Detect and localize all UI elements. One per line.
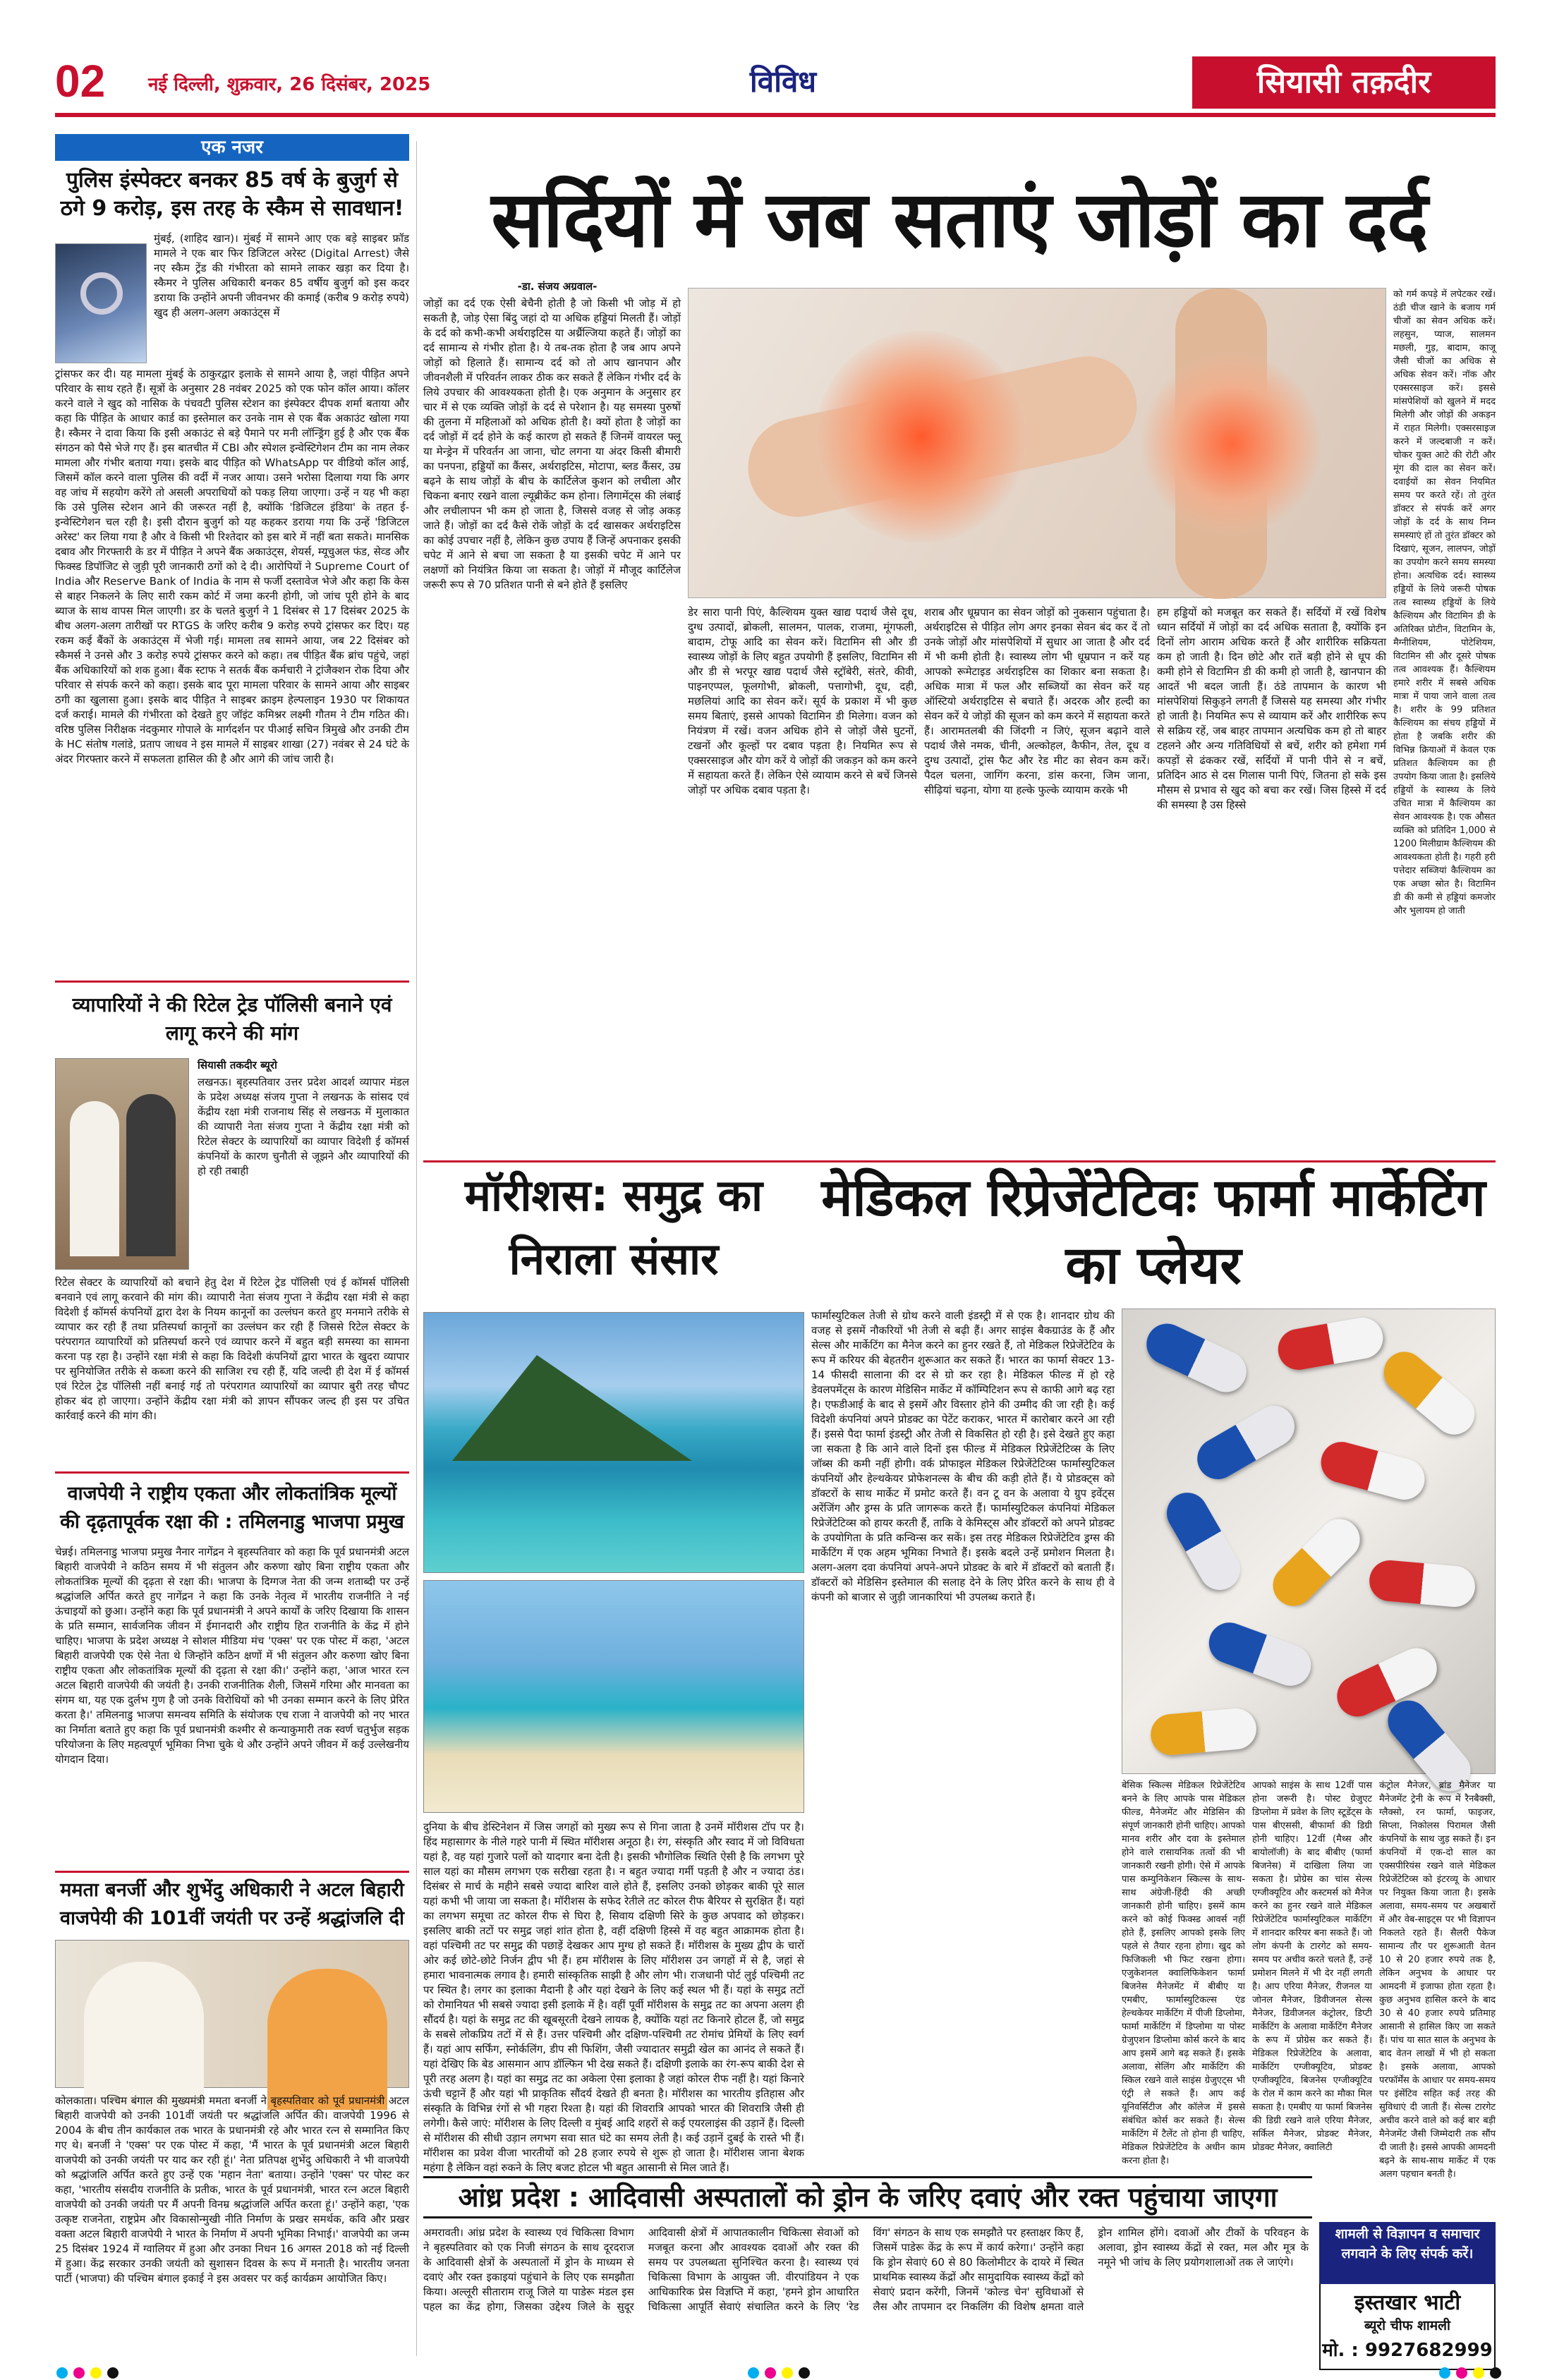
andhra-body: अमरावती। आंध्र प्रदेश के स्वास्थ्य एवं चिकित्सा विभाग ने बृहस्पतिवार को एक निजी संगठन के साथ दूरदराज के आदिवासी क्षेत्रों के अस्पतालों में ड्रोन के माध्यम से दवाएं और रक्त इकाइयां पहुंचाने के लिए एक समझौता किया। अल्लूरी सीताराम राजू जिले या पाडेरू मंडल इस पहल का केंद्र होगा, जिसका उद्देश्य जिले के सुदूर आदिवासी क्षेत्रों में आपातकालीन चिकित्सा सेवाओं को मजबूत करना और आवश्यक दवाओं और रक्त की समय पर उपलब्धता सुनिश्चित करना है। स्वास्थ्य एवं चिकित्सा विभाग के आयुक्त जी. वीरपांडियन ने एक आधिकारिक प्रेस विज्ञप्ति में कहा, 'हमने ड्रोन आधारित चिकित्सा आपूर्ति सेवाएं संचालित करने के लिए 'रेड विंग' संगठन के साथ एक समझौते पर हस्ताक्षर किए हैं, जिसमें पाडेरू केंद्र के रूप में कार्य करेगा।' उन्होंने कहा कि ड्रोन सेवाएं 60 से 80 किलोमीटर के दायरे में स्थित प्राथमिक स्वास्थ्य केंद्रों और सामुदायिक स्वास्थ्य केंद्रों को सेवाएं प्रदान करेंगी, जिनमें 'कोल्ड चेन' सुविधाओं से लैस और तापमान दर निकलिंग की विशेष क्षमता वाले ड्रोन शामिल होंगे। दवाओं और टीकों के परिवहन के अलावा, ड्रोन स्वास्थ्य केंद्रों से रक्त, मल और मूत्र के नमूने भी जांच के लिए प्रयोगशालाओं तक ले जाएंगे। — [423, 2226, 1309, 2313]
divider — [55, 980, 409, 983]
masthead — [0, 0, 1552, 134]
pills-photo — [1122, 1309, 1496, 1774]
advert-phone: मो. : 9927682999 — [1322, 2340, 1493, 2361]
story3-body: चेन्नई। तमिलनाडु भाजपा प्रमुख नैनार नागेंद्रन ने बृहस्पतिवार को कहा कि पूर्व प्रधानमंत्री अटल बिहारी वाजपेयी ने कठिन समय में भी संतुलन और करुणा खोए बिना राष्ट्रीय एकता और लोकतांत्रिक मूल्यों की दृढ़ता से रक्षा की। भाजपा के दिग्गज नेता की जन्म शताब्दी पर उन्हें श्रद्धांजलि अर्पित करते हुए नागेंद्रन ने कहा कि उनके नेतृत्व में भारतीय राजनीति ने नई ऊंचाइयों को छुआ। उन्होंने कहा कि पूर्व प्रधानमंत्री ने अपने कार्यों के जरिए दिखाया कि शासन के प्रति सम्मान, सार्वजनिक जीवन में ईमानदारी और राष्ट्रीय हित राजनीति के केंद्र में होने चाहिए। भाजपा के प्रदेश अध्यक्ष ने सोशल मीडिया मंच 'एक्स' पर एक पोस्ट में कहा, 'अटल बिहारी वाजपेयी एक ऐसे नेता थे जिन्होंने कठिन क्षणों में भी संतुलन और करुणा खोए बिना राष्ट्रीय एकता और लोकतांत्रिक मूल्यों की दृढ़ता से रक्षा की।' उन्होंने कहा, 'आज भारत रत्न अटल बिहारी वाजपेयी की जयंती है। उनकी राजनीतिक शैली, जिसमें गरिमा और मानवता का संगम था, यह एक दुर्लभ गुण है जो उनके विरोधियों को भी उनका सम्मान करने के लिए प्रेरित करता है।' तमिलनाडु भाजपा समन्वय समिति के संयोजक एच राजा ने वाजपेयी को नए भारत का निर्माता बताते हुए कहा कि पूर्व प्रधानमंत्री कश्मीर से कन्याकुमारी तक स्वर्ण चतुर्भुज सड़क परियोजना के लिए महत्वपूर्ण भूमिका निभा चुके थे और उन्होंने अपने जीवन में कई उल्लेखनीय योगदान दिया। — [55, 1546, 409, 1766]
feature-col-2: डेर सारा पानी पिएं, कैल्शियम युक्त खाद्य पदार्थ जैसे दूध, दुग्ध उत्पादों, ब्रोकली, सालमन, पालक, राजमा, मूंगफली, बादाम, टोफू आदि का सेवन करें। विटामिन सी और डी स्वास्थ्य जोड़ों के लिए बहुत उपयोगी हैं इसलिए, विटामिन सी और डी से भरपूर खाद्य पदार्थ जैसे स्ट्रॉबेरी, संतरे, कीवी, पाइनएप्पल, फूलगोभी, ब्रोकली, पत्तागोभी, दूध, दही, मछलियां आदि का सेवन करें। सूर्य के प्रकाश में भी कुछ समय बिताएं, इससे आपको विटामिन डी मिलेगा। वजन को नियंत्रण में रखें। वजन अधिक होने से जोड़ों जैसे घुटनों, टखनों और कूल्हों पर दबाव पड़ता है। नियमित रूप से एक्सरसाइज और योग करें ये जोड़ों की जकड़न को कम करने में सहायता करते हैं। लेकिन ऐसे व्यायाम करने से बचें जिनसे जोड़ों पर अधिक दबाव पड़ता है। — [688, 606, 917, 796]
divider — [55, 1471, 409, 1474]
medical-col-3: आपको साइंस के साथ 12वीं पास होना जरूरी है। पोस्ट ग्रेजुएट डिप्लोमा में प्रवेश के लिए स्टूडेंट्स के पास बीएससी, बीफार्मा की डिग्री होनी चाहिए। 12वीं (मैथ्स और बायोलॉजी) के बाद बीबीए (फार्मा बिजनेस) में दाखिला लिया जा सकता है। प्रोग्रेस का चांस सेल्स एग्जीक्यूटिव और कस्टमर्स को मैनेज करने का हुनर रखने वाले मेडिकल रिप्रेजेंटेटिव फार्मास्युटिकल मार्केटिंग में शानदार करियर बना सकते हैं। जो लोग कंपनी के टारगेट को समय-समय पर अचीव करते चलते हैं, उन्हें प्रमोशन मिलने में भी देर नहीं लगती है। आप एरिया मैनेजर, रीजनल या जोनल मैनेजर, डिवीजनल सेल्स मैनेजर, डिवीजनल कंट्रोलर, डिप्टी मार्केटिंग के अलावा मार्केटिंग मैनेजर के रूप में प्रोग्रेस कर सकते हैं। मेडिकल रिप्रेजेंटेटिव के अलावा, मार्केटिंग एग्जीक्यूटिव, प्रोडक्ट एग्जीक्यूटिव, बिजनेस एग्जीक्यूटिव के रोल में काम करने का मौका मिल सकता है। एमबीए या फार्मा बिजनेस की डिग्री रखने वाले एरिया मैनेजर, सर्किल मैनेजर, प्रोडक्ट मैनेजर, प्रोडक्ट मैनेजर, क्वालिटी — [1252, 1780, 1372, 2153]
andhra-headline: आंध्र प्रदेश : आदिवासी अस्पतालों को ड्रोन के जरिए दवाएं और रक्त पहुंचाया जाएगा — [423, 2176, 1312, 2218]
story2-byline: सियासी तकदीर ब्यूरो — [198, 1059, 277, 1071]
dateline: नई दिल्ली, शुक्रवार, 26 दिसंबर, 2025 — [148, 74, 431, 95]
story1-intro: मुंबई, (शाहिद खान)। मुंबई में सामने आए एक बड़े साइबर फ्रॉड मामले ने एक बार फिर डिजिटल अरेस्ट (Digital Arrest) जैसे नए स्कैम ट्रेंड की गंभीरता को सामने लाकर खड़ा कर दिया है। स्कैमर ने पुलिस अधिकारी बनकर 85 वर्षीय बुजुर्ग को इस कदर डराया कि उन्होंने अपनी जीवनभर की कमाई (करीब 9 करोड़ रुपये) खुद ही अलग-अलग अकाउंट्स में — [154, 232, 409, 319]
mauritius-island-photo — [423, 1312, 804, 1573]
feature-col-5: को गर्म कपड़े में लपेटकर रखें। ठंडी चीज खाने के बजाय गर्म चीजों का सेवन अधिक करें। लहसुन, प्याज, सालमन मछली, गुड़, बादाम, काजू जैसी चीजों का अधिक से अधिक सेवन करें। नॉक और एक्सरसाइज करें। इससे मांसपेशियों को खुलने में मदद मिलेगी और जोड़ों की अकड़न में राहत मिलेगी। एक्सरसाइज करने में जल्दबाजी न करें। चोकर युक्त आटे की रोटी और मूंग की दाल का सेवन करें। दवाईयों का सेवन नियमित समय पर करते रहें। तो तुरंत डॉक्टर से संपर्क करें अगर जोड़ों के दर्द के साथ निम्न समस्याएं हों तो तुरंत डॉक्टर को दिखाएं, सूजन, लालपन, जोड़ों का उपयोग करने समय समस्या होना। अत्यधिक दर्द। स्वास्थ्य हड्डियों के लिये जरूरी पोषक तत्व स्वास्थ्य हड्डियों के लिये कैल्शियम और विटामिन डी के अतिरिक्त प्रोटीन, विटामिन के, मैग्नीशियम, पोटेशियम, विटामिन सी और दूसरे पोषक तत्व आवश्यक हैं। कैल्शियम हमारे शरीर में सबसे अधिक मात्रा में पाया जाने वाला तत्व है। शरीर के 99 प्रतिशत कैल्शियम का संचय हड्डियों में होता है जबकि शरीर की विभिन्न क्रियाओं में केवल एक प्रतिशत कैल्शियम का ही उपयोग किया जाता है। इसलिये हड्डियों के स्वास्थ्य के लिये उचित मात्रा में कैल्शियम का सेवन आवश्यक है। एक औसत व्यक्ति को प्रतिदिन 1,000 से 1200 मिलीग्राम कैल्शियम की आवश्यकता होती है। गहरी हरी पत्तेदार सब्जियां कैल्शियम का एक अच्छा स्रोत है। विटामिन डी की कमी से हड्डियां कमजोर और भुलायम हो जाती — [1393, 289, 1496, 916]
divider — [55, 1871, 409, 1873]
story4-body: कोलकाता। पश्चिम बंगाल की मुख्यमंत्री ममता बनर्जी ने बृहस्पतिवार को पूर्व प्रधानमंत्री अटल बिहारी वाजपेयी को उनकी 101वीं जयंती पर श्रद्धांजलि अर्पित की। वाजपेयी 1996 से 2004 के बीच तीन कार्यकाल तक भारत के प्रधानमंत्री रहे और भारत रत्न से सम्मानित किए गए थे। बनर्जी ने 'एक्स' पर एक पोस्ट में कहा, 'मैं भारत के पूर्व प्रधानमंत्री अटल बिहारी वाजपेयी को उनकी जयंती पर याद कर रही हूं।' नेता प्रतिपक्ष शुभेंदु अधिकारी ने भी वाजपेयी को श्रद्धांजलि अर्पित करते हुए उन्हें एक 'महान नेता' बताया। उन्होंने 'एक्स' पर पोस्ट कर कहा, 'भारतीय संसदीय राजनीति के प्रतीक, भारत के पूर्व प्रधानमंत्री, भारत रत्न अटल बिहारी वाजपेयी को उनकी जयंती पर मैं अपनी विनम्र श्रद्धांजलि अर्पित करता हूं।' उन्होंने कहा, 'एक उत्कृष्ट राजनेता, राष्ट्रप्रेम और विकासोन्मुखी नीति निर्माण के प्रखर समर्थक, कवि और प्रखर वक्ता अटल बिहारी वाजपेयी ने भारत के निर्माण में अपनी भूमिका निभाई।' वाजपेयी का जन्म 25 दिसंबर 1924 में ग्वालियर में हुआ और उनका निधन 16 अगस्त 2018 को नई दिल्ली में हुआ। केंद्र सरकार उनकी जयंती को सुशासन दिवस के रूप में मनाती है। भारतीय जनता पार्टी (भाजपा) की पश्चिम बंगाल इकाई ने इस अवसर पर कई कार्यक्रम आयोजित किए। — [55, 2094, 409, 2285]
cyber-arrest-photo — [55, 243, 147, 363]
story1-body: ट्रांसफर कर दी। यह मामला मुंबई के ठाकुरद्वार इलाके से सामने आया है, जहां पीड़ित अपने परिवार के साथ रहते हैं। सूत्रों के अनुसार 28 नवंबर 2025 को एक फोन कॉल आया। कॉलर करने वाले ने खुद को नासिक के पंचवटी पुलिस स्टेशन का इंस्पेक्टर दीपक शर्मा बताया और कहा कि पीड़ित के आधार कार्ड का इस्तेमाल कर उनके नाम से एक बैंक अकाउंट खोला गया है। स्कैमर ने दावा किया कि इसी अकाउंट से बड़े पैमाने पर मनी लॉन्ड्रिंग हुई है और एक बैंक संगठन को पैसे भेजे गए हैं। इस बातचीत में CBI और स्पेशल इन्वेस्टिगेशन टीम का नाम लेकर मामला और गंभीर बताया गया। इसके बाद पीड़ित को WhatsApp पर वीडियो कॉल आई, जिसमें कॉल करने वाला पुलिस की वर्दी में नजर आया। उसने भरोसा दिलाया गया कि अगर वह जांच में सहयोग करेंगे तो असली अपराधियों को पकड़ लिया जाएगा। उन्हें न यह भी कहा कि उसे पुलिस स्टेशन आने की जरूरत नहीं है, क्योंकि 'डिजिटल इंडिया' के तहत ई-इन्वेस्टिगेशन चल रही है। इसी दौरान बुजुर्ग को यह कहकर डराया गया कि उन्हें 'डिजिटल अरेस्ट' कर लिया गया है और वे किसी भी रिश्तेदार को इस बारे में नहीं बता सकते। मानसिक दबाव और गिरफ्तारी के डर में पीड़ित ने अपने बैंक अकाउंट्स, शेयर्स, म्यूचुअल फंड, सेव्ड और फिक्स्ड डिपॉजिट से जुड़ी पूरी जानकारी ठगों को दे दी। आरोपियों ने Supreme Court of India और Reserve Bank of India के नाम से फर्जी दस्तावेज भेजे और कहा कि केस से बाहर निकलने के लिए सारी रकम कोर्ट में जमा करनी होगी, जो जांच पूरी होने के बाद ब्याज के साथ वापस मिल जाएगी। डर के चलते बुजुर्ग ने 1 दिसंबर से 17 दिसंबर 2025 के बीच अलग-अलग तारीखों पर RTGS के जरिए करीब 9 करोड़ रुपये ट्रांसफर कर दिए। यह रकम कई बैंकों के अकाउंट्स में भेजी गई। मामला तब सामने आया, जब 22 दिसंबर को स्कैमर्स ने उनसे और 3 करोड़ रुपये ट्रांसफर करने को कहा। तब पीड़ित बैंक ब्रांच पहुंचे, जहां बैंक अधिकारियों को शक हुआ। बैंक स्टाफ ने सतर्क बैंक कर्मचारी ने ट्रांजैक्शन रोक दिया और परिवार से संपर्क करने को कहा। इसके बाद पूरा मामला परिवार के सामने आया और साइबर ठगी का खुलासा हुआ। इसके बाद पीड़ित ने साइबर क्राइम हेल्पलाइन 1930 पर शिकायत दर्ज कराई। मामले की गंभीरता को देखते हुए जॉइंट कमिश्नर लक्ष्मी गौतम ने टीम गठित की। वरिष्ठ पुलिस निरीक्षक नंदकुमार गोपाले के मार्गदर्शन पर पीआई सचिन त्रिमुखे और उनकी टीम के HC संतोष गलांडे, प्रताप जाधव ने इस मामले में साइबर शाखा (27) नवंबर से 24 घंटे के अंदर गिरफ्तार करने में सफलता हासिल की है और आगे की जांच जारी है। — [55, 368, 409, 765]
story1-headline: पुलिस इंस्पेक्टर बनकर 85 वर्ष के बुजुर्ग से ठगे 9 करोड़, इस तरह के स्कैम से सावधान! — [60, 168, 404, 221]
column-rule — [416, 141, 417, 2356]
story4-headline: ममता बनर्जी और शुभेंदु अधिकारी ने अटल बिहारी वाजपेयी की 101वीं जयंती पर उन्हें श्रद्धांजलि दी — [60, 1879, 404, 1929]
medical-col-4: कंट्रोल मैनेजर, ब्रांड मैनेजर या मैनेजमेंट ट्रेनी के रूप में रैनबैक्सी, ग्लैक्सो, रन फार्मा, फाइजर, सिप्ला, निकोलस पिरामल जैसी कंपनियों के साथ जुड़ सकते हैं। इन कंपनियों में एक-दो साल का एक्सपीरियंस रखने वाले मेडिकल रिप्रेजेंटेटिव्स को इंटरव्यू के आधार पर नियुक्त किया जाता है। इसके अलावा, समय-समय पर अखबारों में और वेब-साइट्स पर भी विज्ञापन निकलते रहते हैं। सैलरी पैकेज सामान्य तौर पर शुरूआती वेतन 10 से 20 हजार रुपये तक है, लेकिन अनुभव के आधार पर आमदनी में इजाफा होता रहता है। कुछ अनुभव हासिल करने के बाद 30 से 40 हजार रुपये प्रतिमाह आसानी से हासिल किए जा सकते हैं। पांच या सात साल के अनुभव के बाद वेतन लाखों में भी हो सकता है। इसके अलावा, आपको परफॉर्मेंस के आधार पर समय-समय पर इंसेंटिव सहित कई तरह की सुविधाएं दी जाती हैं। सेल्स टारगेट अचीव करने वाले को कई बार बड़ी मैनेजमेंट जैसी जिम्मेदारी तक सौंप दी जाती है। इससे आपकी आमदनी बढ़ने के साथ-साथ मार्केट में एक अलग पहचान बनती है। — [1379, 1780, 1496, 2180]
brand-logo: सियासी तक़दीर — [1192, 56, 1496, 109]
feature-col-4: हम हड्डियों को मजबूत कर सकते हैं। सर्दियों में रखें विशेष ध्यान सर्दियों में जोड़ों का दर्द अधिक सताता है, क्योंकि इन दिनों लोग आराम अधिक करते हैं और शारीरिक सक्रियता कम हो जाती है। दिन छोटे और रातें बड़ी होने से धूप की कमी होने से विटामिन डी की कमी हो जाती है, खानपान की आदतें भी बदल जाती हैं। ठंडे तापमान के कारण भी मांसपेशियां सिकुड़ने लगती हैं जिससे यह समस्या और गंभीर हो जाती है। नियमित रूप से व्यायाम करें और शारीरिक रूप से सक्रिय रहें, जब बाहर तापमान अत्यधिक कम हो तो बाहर टहलने और अन्य गतिविधियों से बचें, शरीर को हमेशा गर्म कपड़ों से ढंककर रखें, सर्दियों में पानी पीने से न बचें, प्रतिदिन आठ से दस गिलास पानी पिएं, जितना हो सके इस मौसम से प्रभाव से खुद को बचा कर रखें। जिस हिस्से में दर्द की समस्या है उस हिस्से — [1157, 606, 1386, 811]
feature-byline: -डा. संजय अग्रवाल- — [517, 280, 598, 293]
medical-headline: मेडिकल रिप्रेजेंटेटिवः फार्मा मार्केटिंग का प्लेयर — [821, 1167, 1486, 1296]
story3-headline: वाजपेयी ने राष्ट्रीय एकता और लोकतांत्रिक मूल्यों की दृढ़तापूर्वक रक्षा की : तमिलनाडु भाजपा प्रमुख — [60, 1483, 404, 1533]
mauritius-beach-photo — [423, 1580, 804, 1813]
meeting-photo — [55, 1058, 189, 1270]
story2-headline: व्यापारियों ने की रिटेल ट्रेड पॉलिसी बनाने एवं लागू करने की मांग — [72, 993, 392, 1045]
mamata-suvendu-photo — [55, 1940, 409, 2088]
medical-col-1: फार्मास्युटिकल तेजी से ग्रोथ करने वाली इंडस्ट्री में से एक है। शानदार ग्रोथ की वजह से इसमें नौकरियों भी तेजी से बढ़ी हैं। अगर साइंस बैकग्राउंड के हैं और सेल्स और मार्केटिंग का मैनेज करने का हुनर रखते हैं, तो मेडिकल रिप्रेजेंटेटिव के रूप में करियर की बेहतरीन शुरूआत कर सकते हैं। भारत का फार्मा सेक्टर 13-14 फीसदी सालाना की दर से ग्रो कर रहा है। मेडिकल फील्ड में हो रहे डेवलपमेंट्स के कारण मेडिसिन मार्केट में कॉम्पिटिशन रूप से काफी आगे बढ़ रहा है। एफडीआई के बाद से इसमें और विस्तार होने की उम्मीद की जा रही है। कई विदेशी कंपनियां अपने प्रोडक्ट का पेटेंट कराकर, भारत में कारोबार करने आ रही हैं। इससे पैदा फार्मा इंडस्ट्री और तेजी से विकसित हो रही है। इसे देखते हुए कहा जा सकता है कि आने वाले दिनों इस फील्ड में मेडिकल रिप्रेजेंटेटिव्स के लिए जॉब्स की कमी नहीं होगी। वर्क प्रोफाइल मेडिकल रिप्रेजेंटेटिव्स फार्मास्युटिकल कंपनियों और हेल्थकेयर प्रोफेशनल्स के बीच की कड़ी होते हैं। ये प्रोडक्ट्स को डॉक्टरों के साथ मार्केट में प्रमोट करते हैं। वन टू वन के अलावा ये ग्रुप इवेंट्स अरेंजिंग और ड्रग्स के प्रति जागरूक करते हैं। फार्मास्युटिकल कंपनियां मेडिकल रिप्रेजेंटेटिव्स को हायर करती हैं, ताकि वे केमिस्ट्स और डॉक्टरों को अपने प्रोडक्ट के उपयोगिता के प्रति कन्विन्स कर सकें। इस तरह मेडिकल रिप्रेजेंटेटिव ड्रग्स की मार्केटिंग में एक अहम भूमिका निभाते हैं। इसके बदले उन्हें प्रमोशन मिलता है। अलग-अलग दवा कंपनियां अपने-अपने प्रोडक्ट के बारे में डॉक्टरों को बताती हैं। डॉक्टरों को मेडिसिन इस्तेमाल की सलाह देने के लिए प्रेरित करने के साथ ही वे कंपनी को बाजार से जुड़ी जानकारियां भी उपलब्ध कराते हैं। — [811, 1309, 1115, 1603]
registration-marks — [0, 2367, 1552, 2380]
page-number: 02 — [55, 56, 106, 107]
masthead-rule — [55, 113, 1496, 117]
section-tag: विविध — [749, 64, 817, 99]
knee-pain-photo — [688, 288, 1386, 598]
advert-role: ब्यूरो चीफ शामली — [1364, 2318, 1450, 2333]
mauritius-headline: मॉरीशस: समुद्र का निराला संसार — [464, 1170, 763, 1285]
feature-headline: सर्दियों में जब सताएं जोड़ों का दर्द — [491, 174, 1428, 265]
feature-col-1: जोड़ों का दर्द एक ऐसी बेचैनी होती है जो किसी भी जोड़ में हो सकती है, जोड़ ऐसा बिंदु जहां दो या अधिक हड्डियां मिलती हैं। जोड़ों के दर्द को कभी-कभी अर्थराइटिस या अर्थ्रैल्जिया कहते हैं। जोड़ों का दर्द सामान्य से गंभीर होता है। ये तब-तक होता है जब आप अपने जोड़ों को हिलाते हैं। सामान्य दर्द को तो आप खानपान और जीवनशैली में परिवर्तन लाकर ठीक कर सकते हैं लेकिन गंभीर दर्द के लिये उपचार की आवश्यकता होती है। एक अनुमान के अनुसार हर चार में से एक व्यक्ति जोड़ों के दर्द से परेशान है। यह समस्या पुरुषों की तुलना में महिलाओं को अधिक होती है। क्यों होता है जोड़ों का दर्द जोड़ों में दर्द होने के कई कारण हो सकते हैं जिनमें वायरल फ्लू या मेन्ड्रेन में परिवर्तन आ जाना, चोट लगना या अंदर किसी बीमारी का पनपना, हड्डियों का कैंसर, अर्थराइटिस, मोटापा, ब्लड कैंसर, उम्र बढ़ने के साथ जोड़ों के बीच के कार्टिलेज कुशन को लचीला और चिकना बनाए रखने वाला ल्यूब्रीकेंट कम होना। लिगामेंट्स की लंबाई और लचीलापन भी कम हो जाता है, जिससे वजह से जोड़ अकड़ जाते हैं। जोड़ों का दर्द कैसे रोकें जोड़ों के दर्द खासकर अर्थराइटिस का कोई उपचार नहीं है, लेकिन कुछ उपाय हैं जिन्हें अपनाकर इसकी चपेट में आने से बचा जा सकता है या इसकी चपेट में आने पर लक्षणों को नियंत्रित किया जा सकता है। जोड़ों में मौजूद कार्टिलेज जरूरी रूप से 70 प्रतिशत पानी से बने होते हैं इसलिए — [423, 297, 681, 591]
advert-contact-line: शामली से विज्ञापन व समाचार लगवाने के लिए संपर्क करें। — [1319, 2222, 1496, 2284]
story2-intro: लखनऊ। बृहस्पतिवार उत्तर प्रदेश आदर्श व्यापार मंडल के प्रदेश अध्यक्ष संजय गुप्ता ने लखनऊ के सांसद एवं केंद्रीय रक्षा मंत्री राजनाथ सिंह से लखनऊ में मुलाकात की व्यापारी नेता संजय गुप्ता ने केंद्रीय रक्षा मंत्री को रिटेल सेक्टर के व्यापारियों का व्यापार विदेशी ई कॉमर्स कंपनियों के कारण चुनौती से जूझने और व्यापारियों की हो रही तबाही — [198, 1076, 409, 1177]
divider — [423, 1160, 1496, 1162]
ek-nazar-label: एक नजर — [55, 134, 409, 161]
advert-name: इस्तखार भाटी — [1354, 2290, 1461, 2315]
story2-body: रिटेल सेक्टर के व्यापारियों को बचाने हेतु देश में रिटेल ट्रेड पॉलिसी एवं ई कॉमर्स पॉलिसी बनवाने एवं लागू करवाने की मांग की। व्यापारी नेता संजय गुप्ता ने केंद्रीय रक्षा मंत्री से कहा विदेशी ई कॉमर्स कंपनियों द्वारा देश के नियम कानूनों का उल्लंघन करते हुए मनमाने तरीके से व्यापार कर रही हैं तथा प्रतिस्पर्धा कानूनों का उल्लंघन कर रही हैं जिससे रिटेल सेक्टर के परंपरागत व्यापारियों को प्रतिस्पर्धा करने एवं व्यापार करने में बहुत बड़ी समस्या का सामना करना पड़ रहा है। उन्होंने रक्षा मंत्री से कहा कि विदेशी कंपनियों द्वारा भारत के खुदरा व्यापार पर सुनियोजित तरीके से कब्जा करने की साजिश रच रही हैं, यदि जल्दी ही देश में ई कॉमर्स एवं रिटेल ट्रेड पॉलिसी नहीं बनाई गई तो परंपरागत व्यापारियों का व्यापार बुरी तरह चौपट होकर बंद हो जाएगा। उन्होंने केंद्रीय रक्षा मंत्री को ज्ञापन सौंपकर जल्द ही इस पर उचित कार्रवाई करने की मांग की। — [55, 1276, 409, 1422]
medical-col-2: बेसिक स्किल्स मेडिकल रिप्रेजेंटेटिव बनने के लिए आपके पास मेडिकल फील्ड, मैनेजमेंट और मेडिसिन की संपूर्ण जानकारी होनी चाहिए। आपको मानव शरीर और दवा के इस्तेमाल होने वाले रासायनिक तत्वों की भी जानकारी रखनी होगी। ऐसे में आपके पास कम्युनिकेशन स्किल्स के साथ-साथ अंग्रेजी-हिंदी की अच्छी जानकारी होनी चाहिए। इसमें काम करने को कोई फिक्स्ड आवर्स नहीं होते हैं, इसलिए आपको इसके लिए पहले से तैयार रहना होगा। खुद को फिजिकली भी फिट रखना होगा। एजुकेशनल क्वालिफिकेशन फार्मा बिजनेस मैनेजमेंट में बीबीए या एमबीए, फार्मास्युटिकल्स एंड हेल्थकेयर मार्केटिंग में पीजी डिप्लोमा, फार्मा मार्केटिंग में डिप्लोमा या पोस्ट ग्रेजुएशन डिप्लोमा कोर्स करने के बाद आप इसमें आगे बढ़ सकते हैं। इसके अलावा, सेलिंग और मार्केटिंग की स्किल रखने वाले साइंस ग्रेजुएट्स भी एंट्री ले सकते हैं। आप कई यूनिवर्सिटीज और कॉलेज में इससे संबंधित कोर्स कर सकते हैं। सेल्स मार्केटिंग में टैलेंट तो होना ही चाहिए, मेडिकल रिप्रेजेंटेटिव के अधीन काम करना होता है। — [1122, 1780, 1245, 2166]
feature-col-3: शराब और धूम्रपान का सेवन जोड़ों को नुकसान पहुंचाता है। अर्थराइटिस से पीड़ित लोग अगर इनका सेवन बंद कर दें तो उनके जोड़ों और मांसपेशियों में सुधार आ जाता है और दर्द में भी कमी होती है। स्वास्थ्य लोग भी धूम्रपान न करें यह आपको रूमेटाइड अर्थराइटिस का शिकार बना सकता है। अधिक मात्रा में फल और सब्जियों का सेवन करें यह ऑस्टियो अर्थराइटिस से बचाते हैं। अदरक और हल्दी का सेवन करें ये जोड़ों की सूजन को कम करने में सहायता करते हैं। आरामतलबी की जिंदगी न जिएं, सूजन बढ़ाने वाले पदार्थ जैसे नमक, चीनी, अल्कोहल, कैफीन, तेल, दूध व दुग्ध उत्पादों, ट्रांस फैट और रेड मीट का सेवन कम करें। पैदल चलना, जागिंग करना, डांस करना, जिम जाना, सीढ़ियां चढ़ना, योगा या हल्के फुल्के व्यायाम करके भी — [924, 606, 1150, 796]
mauritius-body: दुनिया के बीच डेस्टिनेशन में जिस जगहों को मुख्य रूप से गिना जाता है उनमें मॉरीशस टॉप पर है। हिंद महासागर के नीले गहरे पानी में स्थित मॉरीशस अनूठा है। रंग, संस्कृति और स्वाद में जो विविधता यहां है, वह यहां गुजारे पलों को यादगार बना देती है। इसकी भौगोलिक स्थिति ऐसी है कि लगभग पूरे साल यहां का मौसम लगभग एक सरीखा रहता है। न बहुत ज्यादा गर्मी पड़ती है और न ज्यादा ठंड। दिसंबर से मार्च के महीने सबसे ज्यादा बारिश वाले होते हैं, इसलिए उनको छोड़कर बाकी पूरे साल यहां कभी भी जाया जा सकता है। मॉरीशस के सफेद रेतीले तट कोरल रीफ बैरियर से सुरक्षित हैं। यहां का लगभग समूचा तट कोरल रीफ से घिरा है, सिवाय दक्षिणी सिरे के कुछ अपवाद को छोड़कर। इसलिए बाकी तटों पर समुद्र जहां शांत होता है, वहीं दक्षिणी हिस्से में वह बहुत आक्रामक होता है। वहां पश्चिमी तट पर समुद्र की पछाड़ें देखकर आप मुग्ध हो सकते हैं। मॉरीशस के मुख्य द्वीप के चारों ओर कई छोटे-छोटे निर्जन द्वीप भी हैं। हम मॉरीशस के लिए मॉरीशस उन जगहों में से है, जहां से हमारा भावनात्मक लगाव है। हमारी सांस्कृतिक साझी है और लोग भी। राजधानी पोर्ट लुई पश्चिमी तट पर स्थित है। लगर का इलाका मैदानी है और यहां देखने के लिए कई स्थल भी हैं। यहां के समुद्र तटों को रोमानियत भी सबसे ज्यादा इसी इलाके में है। वहीं पूर्वी मॉरीशस के समुद्र तट का अपना अलग ही सौंदर्य है। यहां के समुद्र तट की खूबसूरती देखने लायक है, क्योंकि यहां तट किनारे होटल हैं, जो समुद्र के सबसे लोकप्रिय तटों में से हैं। उत्तर पश्चिमी और दक्षिण-पश्चिमी तट रोमांच प्रेमियों के लिए स्वर्ग हैं। यहां आप सर्फिंग, स्नोर्कलिंग, डीप सी फिशिंग, जैसी ज्यादातर समुद्री खेल का आनंद ले सकते हैं। यहां देखिए कि बेड आसमान आप डॉल्फिन भी देख सकते हैं। दक्षिणी इलाके का रंग-रूप बाकी देश से पूरी तरह अलग है। यहां का समुद्र तट का अकेला ऐसा इलाका है जहां कोरल रीफ नहीं है। यहां किनारे ऊंची चट्टानें हैं और यहां भी प्राकृतिक सौंदर्य देखते ही बनता है। मॉरीशस का भारतीय इतिहास और संस्कृति के विभिन्न रंगों से भी गहरा रिश्ता है। यहां की शिवरात्रि आपको भारत की शिवरात्रि जैसी ही लगेगी। कैसे जाएं: मॉरीशस के लिए दिल्ली व मुंबई आदि शहरों से कई एयरलाइंस की उड़ानें हैं। दिल्ली से मॉरीशस की सीधी उड़ान लगभग सवा सात घंटे का समय लेती है। कई उड़ानें दुबई के रास्ते भी हैं। मॉरीशस का प्रवेश वीजा भारतीयों को 28 हजार रुपये से शुरू हो जाता है। मॉरीशस जाना बेशक महंगा है लेकिन वहां रुकने के लिए बजट होटल भी बहुत आसानी से मिल जाते हैं। — [423, 1821, 804, 2174]
